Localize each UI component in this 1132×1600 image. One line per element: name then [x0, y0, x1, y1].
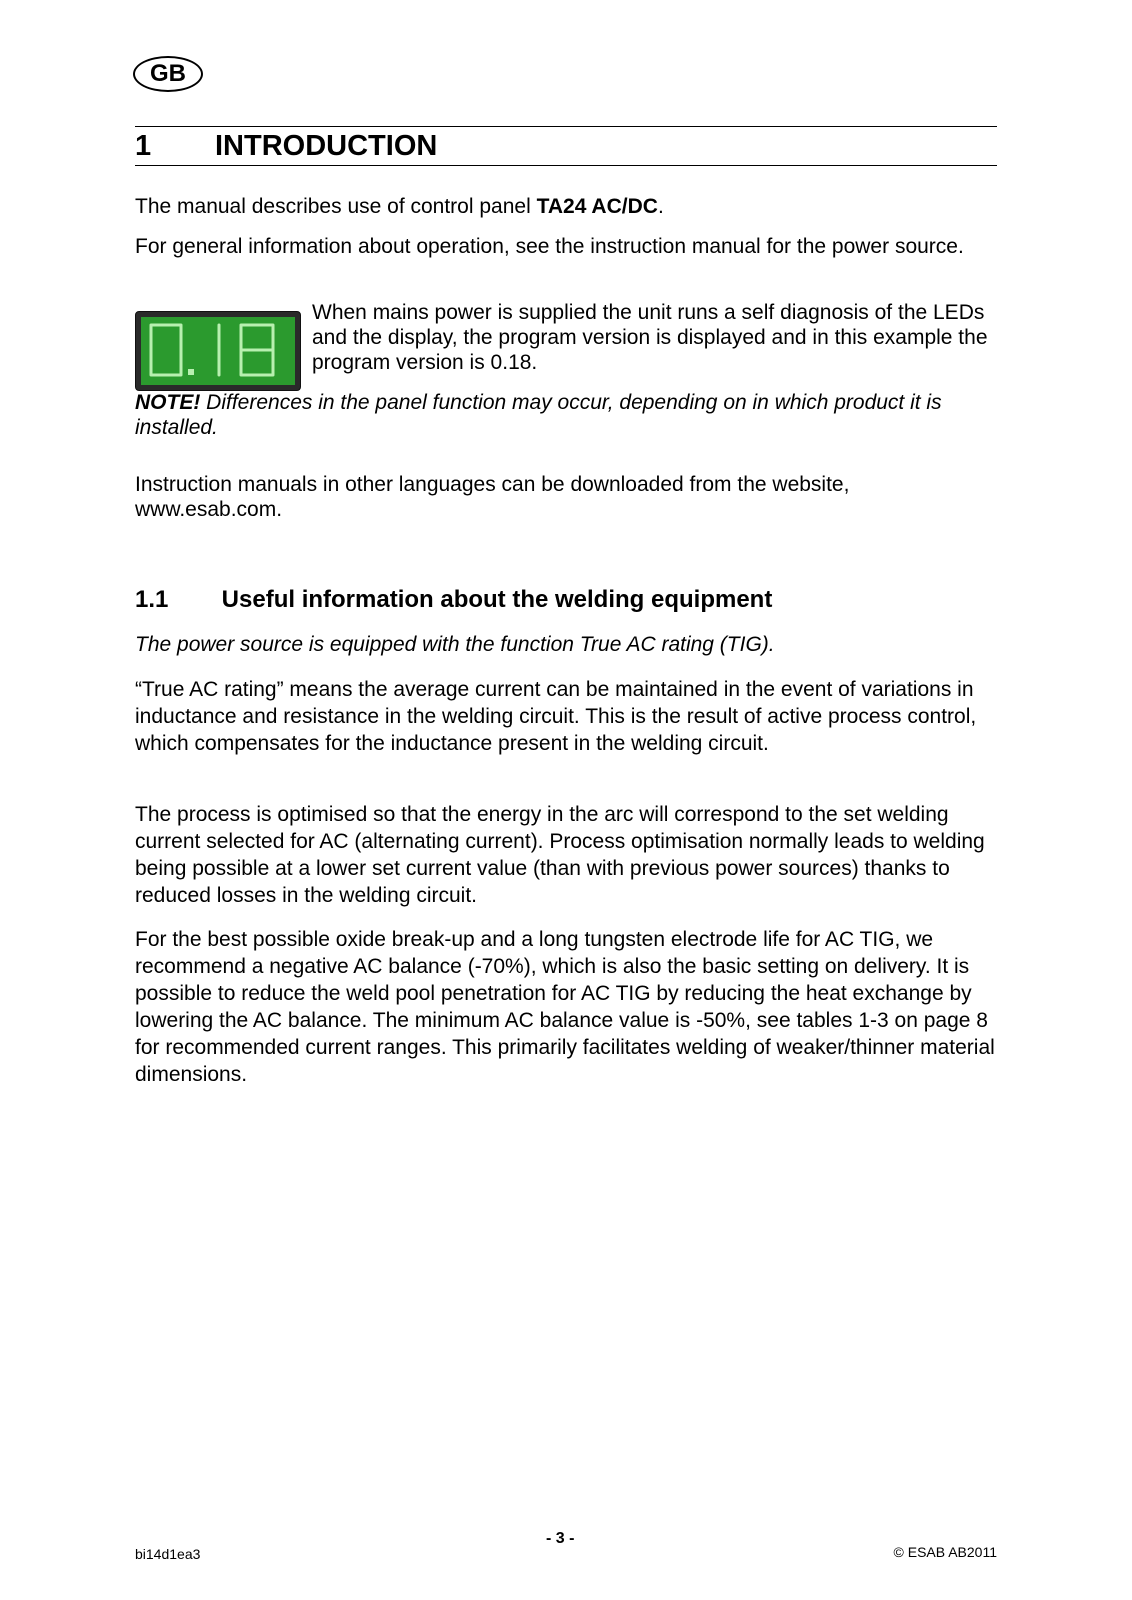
- subsection-title: Useful information about the welding equipment: [221, 586, 773, 613]
- intro-paragraph-3: When mains power is supplied the unit runs a self diagnosis of the LEDs and the display, the program version is displayed and in this example the program version is 0.18.: [312, 301, 988, 374]
- intro-p1-suffix: .: [657, 195, 664, 218]
- subsection-paragraph-1: [135, 632, 997, 657]
- intro-paragraph-4: Instruction manuals in other languages can be downloaded from the website, www.esab.com.: [135, 473, 850, 521]
- intro-paragraph-1: [135, 194, 997, 219]
- subsection-paragraph-3: The process is optimised so that the energy in the arc will correspond to the set welding current selected for AC (alternating current). Process optimisation normally leads to welding being possible at a lower set current value (than with previous power sources) thanks to reduced losses in the welding circuit.: [135, 803, 985, 907]
- note-paragraph: [135, 390, 997, 440]
- product-name: TA24 AC/DC: [536, 195, 658, 218]
- subsection-paragraph-2: “True AC rating” means the average current can be maintained in the event of variations in inductance and resistance in the welding circuit. This is the result of active process control, which compensates for the inductance present in the welding circuit.: [135, 678, 977, 755]
- subsection-heading: [135, 586, 997, 614]
- language-badge: [133, 56, 203, 92]
- document-code: bi14d1ea3: [135, 1546, 201, 1562]
- seven-segment-digits-icon: [141, 317, 293, 383]
- page-number: - 3 -: [546, 1530, 575, 1547]
- note-text: Differences in the panel function may occur, depending on in which product it is installed.: [135, 391, 942, 439]
- subsection-paragraph-4: For the best possible oxide break-up and a long tungsten electrode life for AC TIG, we recommend a negative AC balance (-70%), which is also the basic setting on delivery. It is possible to reduce the weld pool penetration for AC TIG by reducing the heat exchange by lowering the AC balance. The minimum AC balance value is -50%, see tables 1-3 on page 8 for recommended current ranges. This primarily facilitates welding of weaker/thinner material dimensions.: [135, 928, 995, 1086]
- intro-p1-prefix: The manual describes use of control panel: [135, 195, 537, 218]
- section-title: INTRODUCTION: [215, 129, 438, 162]
- language-badge-label: GB: [150, 60, 186, 87]
- copyright: © ESAB AB2011: [893, 1544, 997, 1560]
- subsection-number: 1.1: [135, 586, 169, 613]
- led-display-image: [135, 311, 301, 391]
- section-number: 1: [135, 129, 152, 162]
- note-label: NOTE!: [135, 391, 201, 414]
- subsection-p1-text: The power source is equipped with the function True AC rating (TIG).: [135, 633, 775, 656]
- section-heading: [135, 126, 997, 166]
- intro-paragraph-2: For general information about operation, see the instruction manual for the power source.: [135, 235, 964, 258]
- led-display-screen: [141, 317, 295, 385]
